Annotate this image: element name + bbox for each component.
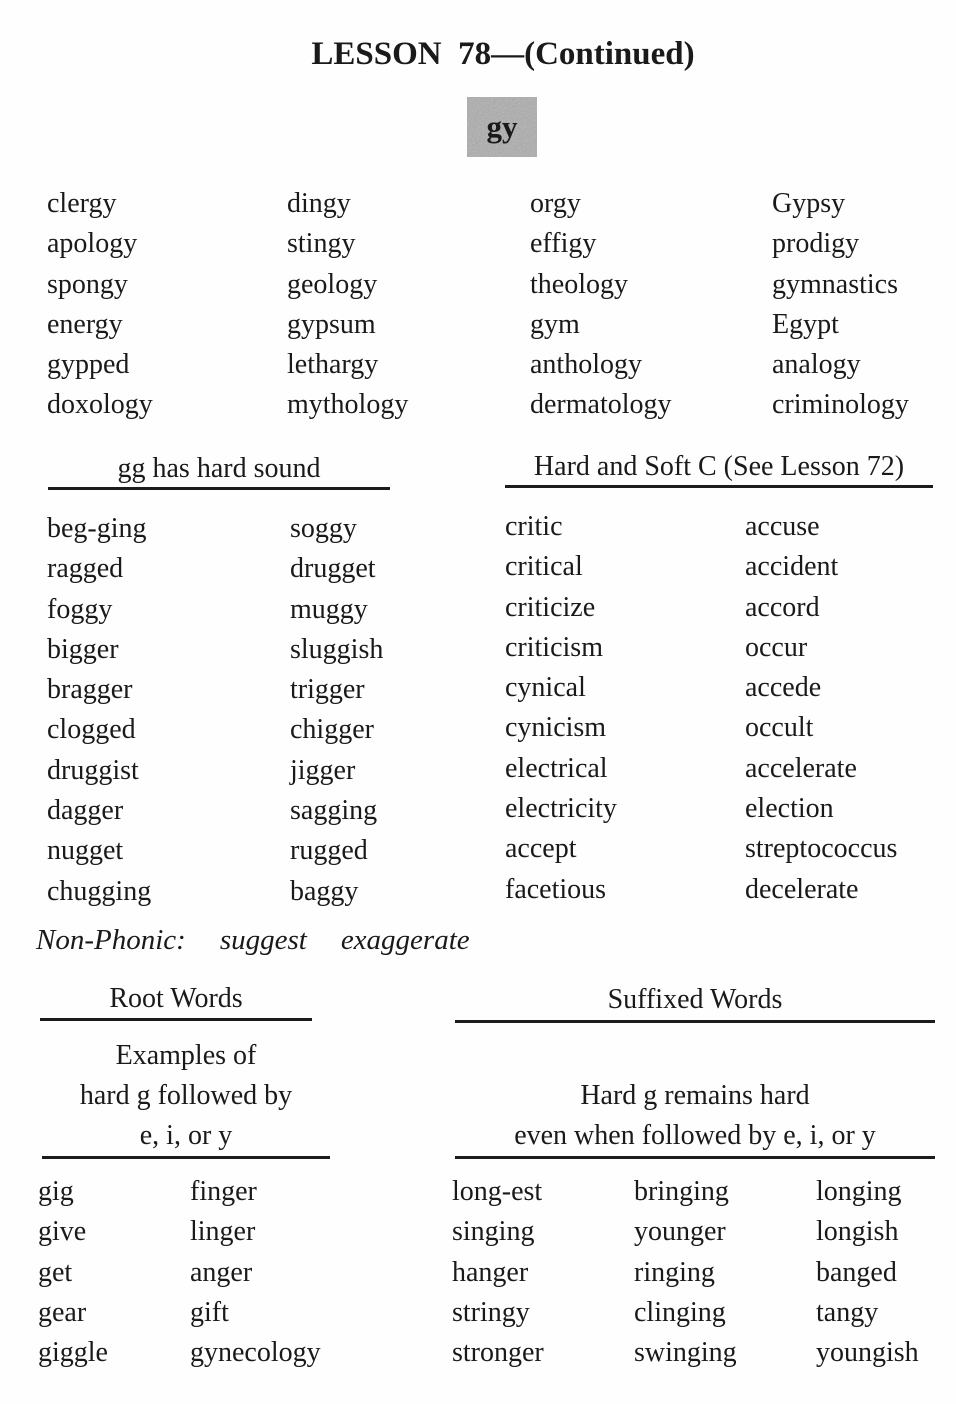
gg-word: foggy: [47, 593, 113, 625]
c-section-heading: Hard and Soft C (See Lesson 72): [505, 449, 933, 488]
suffixed-word: tangy: [816, 1296, 879, 1328]
c-word: decelerate: [745, 873, 859, 905]
c-word: accelerate: [745, 752, 857, 784]
gg-section-heading: gg has hard sound: [48, 451, 390, 490]
root-words-subheading: [42, 1036, 330, 1159]
gy-word: effigy: [530, 228, 597, 260]
gy-word: dermatology: [530, 389, 672, 421]
root-words-heading: Root Words: [40, 980, 312, 1021]
root-word-column-1: [38, 1172, 108, 1373]
gy-word: gymnastics: [772, 268, 898, 300]
non-phonic-note: [36, 920, 504, 960]
gg-word: sagging: [290, 795, 378, 827]
gy-word: mythology: [287, 389, 409, 421]
c-word: accident: [745, 551, 839, 583]
gg-word: jigger: [290, 754, 356, 786]
gy-word: anthology: [530, 349, 642, 381]
root-word: finger: [190, 1176, 257, 1207]
subheading-line: Hard g remains hard: [580, 1080, 810, 1111]
gy-word-column-3: [530, 184, 672, 426]
gy-label: gy: [486, 109, 518, 144]
c-word: occur: [745, 631, 808, 663]
gy-word-column-2: [287, 184, 408, 426]
c-word: accord: [745, 591, 820, 623]
suffixed-word: hanger: [452, 1256, 529, 1288]
suffixed-word: clinging: [634, 1296, 726, 1328]
non-phonic-word: exaggerate: [340, 924, 470, 956]
gy-word: geology: [287, 268, 378, 300]
gg-word: ragged: [47, 553, 124, 585]
gy-word: Egypt: [772, 308, 839, 340]
root-word: get: [38, 1256, 73, 1288]
gg-word: nugget: [47, 835, 124, 867]
suffixed-word-column-3: [816, 1172, 919, 1373]
subheading-line: hard g followed by: [79, 1080, 293, 1111]
gy-word-column-4: [772, 184, 909, 426]
gy-word: prodigy: [772, 228, 860, 260]
c-word: cynicism: [505, 712, 607, 744]
c-word: cynical: [505, 672, 586, 704]
gy-word: energy: [47, 308, 123, 340]
c-word: electricity: [505, 793, 617, 825]
gg-word: chigger: [290, 714, 374, 746]
root-word: linger: [190, 1216, 256, 1248]
c-word: criticize: [505, 591, 596, 623]
root-word: gear: [38, 1296, 87, 1328]
root-word: giggle: [38, 1337, 108, 1369]
c-word: critic: [505, 511, 563, 542]
c-word: accede: [745, 672, 822, 704]
c-word: facetious: [505, 873, 607, 905]
gg-word: beg-ging: [47, 513, 147, 544]
suffixed-word: bringing: [634, 1176, 729, 1207]
suffixed-word: banged: [816, 1256, 897, 1288]
c-word: accuse: [745, 511, 820, 542]
non-phonic-word: suggest: [219, 924, 307, 956]
c-word-column-2: [745, 507, 897, 910]
gy-word: clergy: [47, 188, 117, 219]
gy-word: Gypsy: [772, 188, 846, 219]
c-word-column-1: [505, 507, 617, 910]
gg-word: druggist: [47, 754, 139, 786]
root-word: gig: [38, 1176, 74, 1207]
gy-highlight-box: [467, 97, 537, 157]
gg-word: drugget: [290, 553, 376, 585]
gy-word: spongy: [47, 268, 128, 300]
c-word: critical: [505, 551, 583, 583]
gg-word-column-1: [47, 509, 151, 912]
c-word: criticism: [505, 631, 603, 663]
gg-word: dagger: [47, 795, 124, 827]
subheading-line: Examples of: [115, 1040, 257, 1071]
gg-word: rugged: [290, 835, 368, 867]
suffixed-word: singing: [452, 1216, 535, 1248]
gy-word: criminology: [772, 389, 909, 421]
non-phonic-label: Non-Phonic:: [36, 924, 186, 956]
root-word: give: [38, 1216, 87, 1248]
subheading-line: e, i, or y: [139, 1120, 233, 1151]
gy-word: gypped: [47, 349, 130, 381]
suffixed-words-subheading: [455, 1076, 935, 1159]
gy-word: lethargy: [287, 349, 379, 381]
c-word: electrical: [505, 752, 608, 784]
c-word: accept: [505, 833, 577, 865]
gy-word: dingy: [287, 188, 351, 219]
page-title: LESSON 78—(Continued): [311, 36, 695, 72]
root-word: gift: [190, 1296, 229, 1328]
gg-word: sluggish: [290, 633, 384, 665]
suffixed-word: longing: [816, 1176, 902, 1207]
gg-word: baggy: [290, 875, 359, 907]
gg-word: soggy: [290, 513, 357, 544]
root-word-column-2: [190, 1172, 321, 1373]
gy-word: doxology: [47, 389, 153, 421]
root-word: gynecology: [190, 1337, 321, 1369]
gg-word-column-2: [290, 509, 383, 912]
suffixed-word: stronger: [452, 1337, 544, 1369]
gy-word: gypsum: [287, 308, 376, 340]
subheading-line: even when followed by e, i, or y: [514, 1120, 876, 1151]
gy-word: analogy: [772, 349, 861, 381]
gg-word: trigger: [290, 674, 365, 706]
c-word: election: [745, 793, 834, 825]
gg-word: bragger: [47, 674, 133, 706]
suffixed-word: stringy: [452, 1296, 530, 1328]
c-word: occult: [745, 712, 814, 744]
gg-word: muggy: [290, 593, 368, 625]
gg-word: chugging: [47, 875, 152, 907]
suffixed-word-column-2: [634, 1172, 737, 1373]
suffixed-word: younger: [634, 1216, 726, 1248]
root-word: anger: [190, 1256, 253, 1288]
gy-word-column-1: [47, 184, 153, 426]
suffixed-word: swinging: [634, 1337, 737, 1369]
gy-word: orgy: [530, 188, 581, 219]
gg-word: clogged: [47, 714, 136, 746]
suffixed-word: ringing: [634, 1256, 715, 1288]
gg-word: bigger: [47, 633, 119, 665]
gy-word: apology: [47, 228, 138, 260]
suffixed-word: longish: [816, 1216, 899, 1248]
gy-word: gym: [530, 308, 580, 340]
suffixed-word: long-est: [452, 1176, 543, 1207]
c-word: streptococcus: [745, 833, 898, 865]
gy-word: stingy: [287, 228, 356, 260]
gy-word: theology: [530, 268, 628, 300]
suffixed-word: youngish: [816, 1337, 919, 1369]
suffixed-word-column-1: [452, 1172, 544, 1373]
suffixed-words-heading: Suffixed Words: [455, 980, 935, 1023]
